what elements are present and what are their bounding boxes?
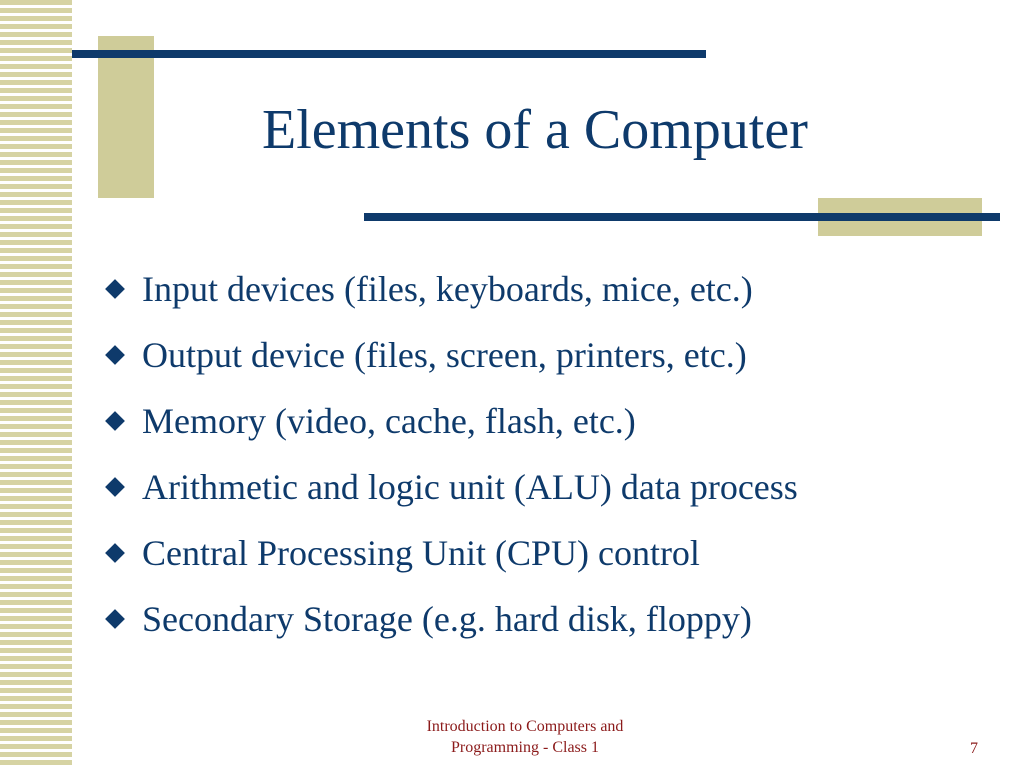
bullet-item [104,520,1014,586]
bullet-item [104,586,1014,652]
bullet-list [104,256,1014,652]
diamond-icon [105,477,125,497]
slide-title: Elements of a Computer [262,99,808,161]
footer-line-1: Introduction to Computers and [426,718,624,735]
title-rule-bottom [364,213,1000,221]
bullet-item [104,454,1014,520]
bullet-text: Input devices (files, keyboards, mice, etc.) [142,269,753,309]
diamond-icon [105,279,125,299]
left-striped-border [0,0,72,768]
bullet-item [104,256,1014,322]
bullet-text: Central Processing Unit (CPU) control [142,533,700,573]
bullet-text: Secondary Storage (e.g. hard disk, floppy) [142,599,752,639]
bullet-text: Arithmetic and logic unit (ALU) data process [142,467,798,507]
bullet-item [104,388,1014,454]
bullet-text: Output device (files, screen, printers, etc.) [142,335,747,375]
footer-course-title [360,716,690,758]
page-number: 7 [970,740,978,757]
diamond-icon [105,411,125,431]
diamond-icon [105,543,125,563]
bullet-text: Memory (video, cache, flash, etc.) [142,401,636,441]
diamond-icon [105,345,125,365]
bullet-item [104,322,1014,388]
diamond-icon [105,609,125,629]
title-rule-top [72,50,706,58]
title-accent-block-left [98,36,154,198]
footer-line-2: Programming - Class 1 [451,739,599,756]
